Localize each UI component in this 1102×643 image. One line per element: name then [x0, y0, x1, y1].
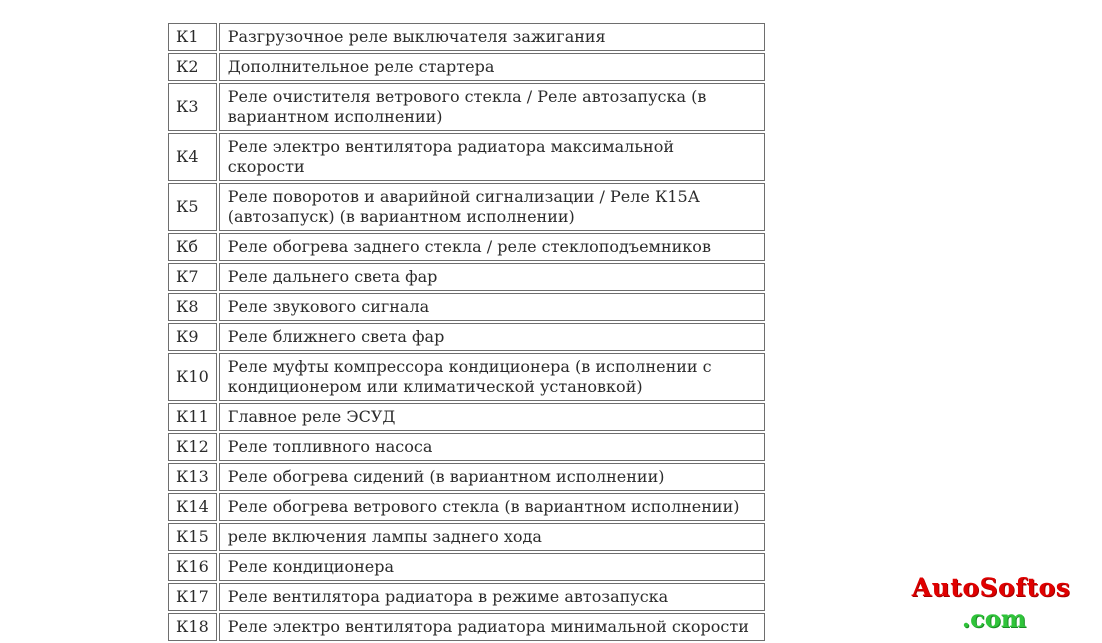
table-row	[168, 463, 765, 491]
relay-code-cell: К9	[168, 323, 217, 351]
relay-description-cell: Разгрузочное реле выключателя зажигания	[219, 23, 765, 51]
relay-table	[166, 21, 767, 643]
table-row	[168, 613, 765, 641]
relay-description-cell: реле включения лампы заднего хода	[219, 523, 765, 551]
table-row	[168, 523, 765, 551]
relay-code-cell: К2	[168, 53, 217, 81]
relay-code-cell: К14	[168, 493, 217, 521]
table-row	[168, 553, 765, 581]
table-row	[168, 293, 765, 321]
relay-description-cell: Реле ближнего света фар	[219, 323, 765, 351]
relay-code-cell: К10	[168, 353, 217, 401]
relay-description-cell: Реле поворотов и аварийной сигнализации / Реле К15А (автозапуск) (в вариантном исполнении)	[219, 183, 765, 231]
relay-description-cell: Реле обогрева сидений (в вариантном исполнении)	[219, 463, 765, 491]
table-row	[168, 183, 765, 231]
relay-code-cell: К16	[168, 553, 217, 581]
relay-code-cell: К15	[168, 523, 217, 551]
table-row	[168, 83, 765, 131]
relay-code-cell: К8	[168, 293, 217, 321]
relay-description-cell: Реле звукового сигнала	[219, 293, 765, 321]
relay-code-cell: К13	[168, 463, 217, 491]
table-row	[168, 53, 765, 81]
relay-table-body	[168, 23, 765, 641]
table-row	[168, 23, 765, 51]
relay-description-cell: Реле топливного насоса	[219, 433, 765, 461]
relay-description-cell: Реле очистителя ветрового стекла / Реле автозапуска (в вариантном исполнении)	[219, 83, 765, 131]
table-row	[168, 233, 765, 261]
table-row	[168, 353, 765, 401]
table-row	[168, 433, 765, 461]
relay-description-cell: Главное реле ЭСУД	[219, 403, 765, 431]
relay-code-cell: Кб	[168, 233, 217, 261]
table-row	[168, 403, 765, 431]
relay-code-cell: К17	[168, 583, 217, 611]
relay-code-cell: К4	[168, 133, 217, 181]
relay-code-cell: К3	[168, 83, 217, 131]
relay-code-cell: К12	[168, 433, 217, 461]
relay-code-cell: К18	[168, 613, 217, 641]
table-row	[168, 583, 765, 611]
relay-description-cell: Дополнительное реле стартера	[219, 53, 765, 81]
table-row	[168, 133, 765, 181]
relay-description-cell: Реле обогрева заднего стекла / реле стеклоподъемников	[219, 233, 765, 261]
relay-description-cell: Реле дальнего света фар	[219, 263, 765, 291]
table-row	[168, 323, 765, 351]
relay-code-cell: К7	[168, 263, 217, 291]
watermark-line2: .com	[961, 604, 1027, 633]
relay-description-cell: Реле кондиционера	[219, 553, 765, 581]
relay-description-cell: Реле муфты компрессора кондиционера (в исполнении с кондиционером или климатической установкой)	[219, 353, 765, 401]
relay-code-cell: К11	[168, 403, 217, 431]
relay-description-cell: Реле электро вентилятора радиатора минимальной скорости	[219, 613, 765, 641]
relay-description-cell: Реле вентилятора радиатора в режиме автозапуска	[219, 583, 765, 611]
watermark-line1: AutoSoftos	[911, 573, 1071, 602]
relay-code-cell: К1	[168, 23, 217, 51]
relay-code-cell: К5	[168, 183, 217, 231]
watermark-logo	[896, 574, 1086, 633]
relay-description-cell: Реле электро вентилятора радиатора максимальной скорости	[219, 133, 765, 181]
relay-description-cell: Реле обогрева ветрового стекла (в вариантном исполнении)	[219, 493, 765, 521]
table-row	[168, 263, 765, 291]
table-row	[168, 493, 765, 521]
